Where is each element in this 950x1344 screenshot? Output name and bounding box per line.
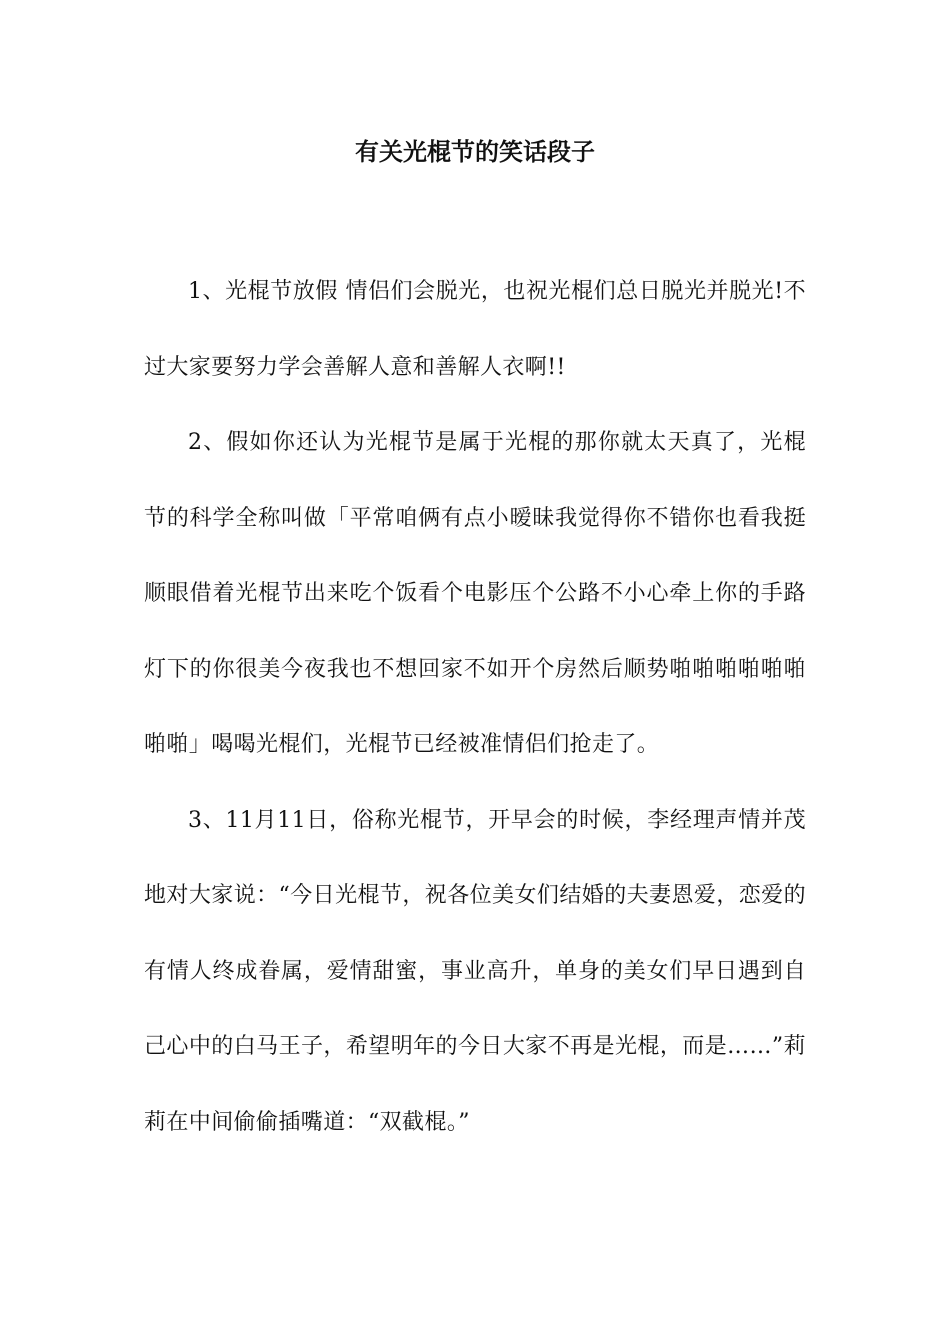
paragraph-1: 1、光棍节放假 情侣们会脱光，也祝光棍们总日脱光并脱光!不过大家要努力学会善解人意和善解人衣啊!!: [144, 279, 806, 380]
paragraph-3: 3、11月11日，俗称光棍节，开早会的时候，李经理声情并茂地对大家说：“今日光棍节，祝各位美女们结婚的夫妻恩爱，恋爱的有情人终成眷属，爱情甜蜜，事业高升，单身的美女们早日遇到自己心中的白马王子，希望明年的今日大家不再是光棍，而是……”莉莉在中间偷偷插嘴道：“双截棍。”: [144, 807, 806, 1135]
paragraph-2: 2、假如你还认为光棍节是属于光棍的那你就太天真了，光棍节的科学全称叫做「平常咱俩有点小暧昧我觉得你不错你也看我挺顺眼借着光棍节出来吃个饭看个电影压个公路不小心牵上你的手路灯下的你很美今夜我也不想回家不如开个房然后顺势啪啪啪啪啪啪啪啪」喝喝光棍们，光棍节已经被准情侣们抢走了。: [144, 430, 806, 757]
document-body: [144, 254, 806, 1160]
document-title: 有关光棍节的笑话段子: [355, 137, 595, 166]
